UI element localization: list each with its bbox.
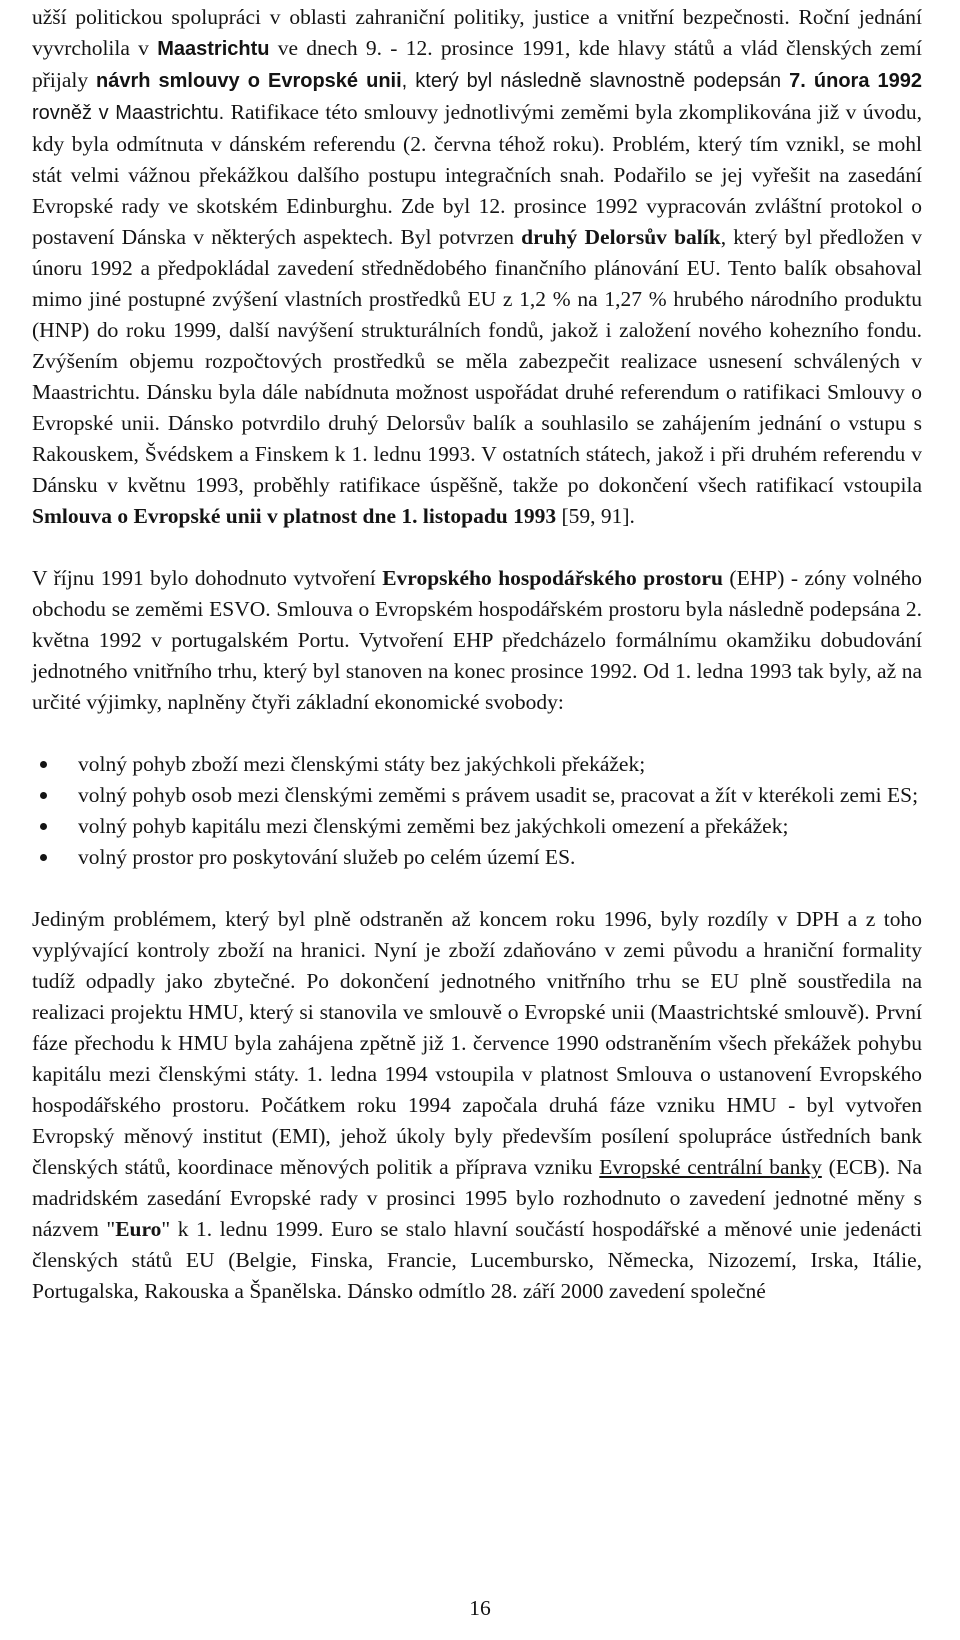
list-item [78, 780, 922, 811]
text-run: ve dnech 9. - 12. prosince 1991, kde hlavy států a vlád členských zemí přijaly [32, 36, 922, 92]
text-run-sans: , který byl následně slavnostně podepsán [401, 70, 790, 92]
text-run: (ECB). Na madridském zasedání Evropské rady v prosinci 1995 bylo rozhodnuto o zavedení jednotné měny s názvem " [32, 1155, 923, 1241]
text-run: [59, 91]. [556, 504, 635, 528]
bold-treaty-in-force: Smlouva o Evropské unii v platnost dne 1. listopadu 1993 [32, 504, 557, 528]
list-item-text: volný prostor pro poskytování služeb po celém území ES. [78, 845, 576, 869]
text-run: Ratifikace této smlouvy jednotlivými zeměmi byla zkomplikována již v úvodu, kdy byla odmítnuta v dánském referendu (2. června téhož roku). Problém, který tím vznikl, se mohl stát velmi vážnou překážkou dalšího postupu integračních snah. Podařilo se jej vyřešit na zasedání Evropské rady ve skotském Edinburghu. Zde byl 12. prosince 1992 vypracován zvláštní protokol o postavení Dánska v některých aspektech. Byl potvrzen [32, 100, 922, 249]
bullet-icon [40, 823, 47, 830]
ecb-link[interactable]: Evropské centrální banky [599, 1155, 822, 1179]
bullet-icon [40, 854, 47, 861]
text-run: Jediným problémem, který byl plně odstraněn až koncem roku 1996, byly rozdíly v DPH a z toho vyplývající kontroly zboží na hranici. Nyní je zboží zdaňováno v zemi původu a hraniční formality tudíž odpadly jako zbytečné. Po dokončení jednotného vnitřního trhu se EU plně soustředila na realizaci projektu HMU, který si stanovila ve smlouvě o Evropské unii (Maastrichtské smlouvě). První fáze přechodu k HMU byla zahájena zpětně již 1. července 1990 odstraněním všech překážek pohybu kapitálu mezi členskými státy. 1. ledna 1994 vstoupila v platnost Smlouva o ustanovení Evropského hospodářského prostoru. Počátkem roku 1994 započala druhá fáze vzniku HMU - byl vytvořen Evropský měnový institut (EMI), jehož úkoly byly především posílení spolupráce ústředních bank členských států, koordinace měnových politik a příprava vzniku [32, 907, 922, 1179]
bold-ehp: Evropského hospodářského prostoru [382, 566, 723, 590]
text-run: (EHP) - zóny volného obchodu se zeměmi ESVO. Smlouva o Evropském hospodářském prostoru byla následně podepsána 2. května 1992 v portugalském Portu. Vytvoření EHP předcházelo formálnímu okamžiku dobudování jednotného vnitřního trhu, který byl stanoven na konec prosince 1992. Od 1. ledna 1993 tak byly, až na určité výjimky, naplněny čtyři základní ekonomické svobody: [32, 566, 922, 714]
list-item [78, 749, 922, 780]
list-item-text: volný pohyb zboží mezi členskými státy bez jakýchkoli překážek; [78, 752, 646, 776]
bold-treaty-draft: návrh smlouvy o Evropské unii [96, 70, 402, 92]
text-run: , který byl předložen v únoru 1992 a předpokládal zavedení střednědobého finančního plánování EU. Tento balík obsahoval mimo jiné postupné zvýšení vlastních prostředků EU z 1,2 % na 1,27 % hrubého národního produktu (HNP) do roku 1999, další navýšení strukturálních fondů, jakož i založení nového kohezního fondu. Zvýšením objemu rozpočtových prostředků se měla zabezpečit realizace usnesení schválených v Maastrichtu. Dánsku byla dále nabídnuta možnost uspořádat druhé referendum o ratifikaci Smlouvy o Evropské unii. Dánsko potvrdilo druhý Delorsův balík a souhlasilo se zahájením jednání o vstupu s Rakouskem, Švédskem a Finskem k 1. lednu 1993. V ostatních státech, jakož i při druhém referendu v Dánsku v květnu 1993, proběhly ratifikace úspěšně, takže po dokončení všech ratifikací vstoupila [32, 225, 923, 497]
list-item [78, 811, 922, 842]
bold-euro: Euro [115, 1217, 162, 1241]
freedoms-list [32, 749, 922, 873]
bullet-icon [40, 761, 47, 768]
bold-delors-package: druhý Delorsův balík [521, 225, 721, 249]
bold-signing-date: 7. února 1992 [789, 70, 922, 92]
text-run-sans: rovněž v Maastrichtu. [32, 102, 225, 124]
text-run: " k 1. lednu 1999. Euro se stalo hlavní součástí hospodářské a měnové unie jedenácti členských států EU (Belgie, Finska, Francie, Lucembursko, Německa, Nizozemí, Irska, Itálie, Portugalska, Rakouska a Španělska. Dánsko odmítlo 28. září 2000 zavedení společné [32, 1217, 922, 1303]
bullet-icon [40, 792, 47, 799]
page-number: 16 [469, 1596, 491, 1620]
text-run: užší politickou spolupráci v oblasti zahraniční politiky, justice a vnitřní bezpečnosti. Roční jednání vyvrcholila v [32, 5, 922, 60]
list-item-text: volný pohyb kapitálu mezi členskými zeměmi bez jakýchkoli omezení a překážek; [78, 814, 789, 838]
paragraph-hmu [32, 904, 922, 1307]
list-item-text: volný pohyb osob mezi členskými zeměmi s právem usadit se, pracovat a žít v kterékoli zemi ES; [78, 783, 919, 807]
paragraph-ehp [32, 563, 922, 718]
bold-maastricht: Maastrichtu [157, 38, 270, 60]
paragraph-maastricht [32, 0, 922, 532]
text-run: V říjnu 1991 bylo dohodnuto vytvoření [32, 566, 383, 590]
list-item [78, 842, 922, 873]
